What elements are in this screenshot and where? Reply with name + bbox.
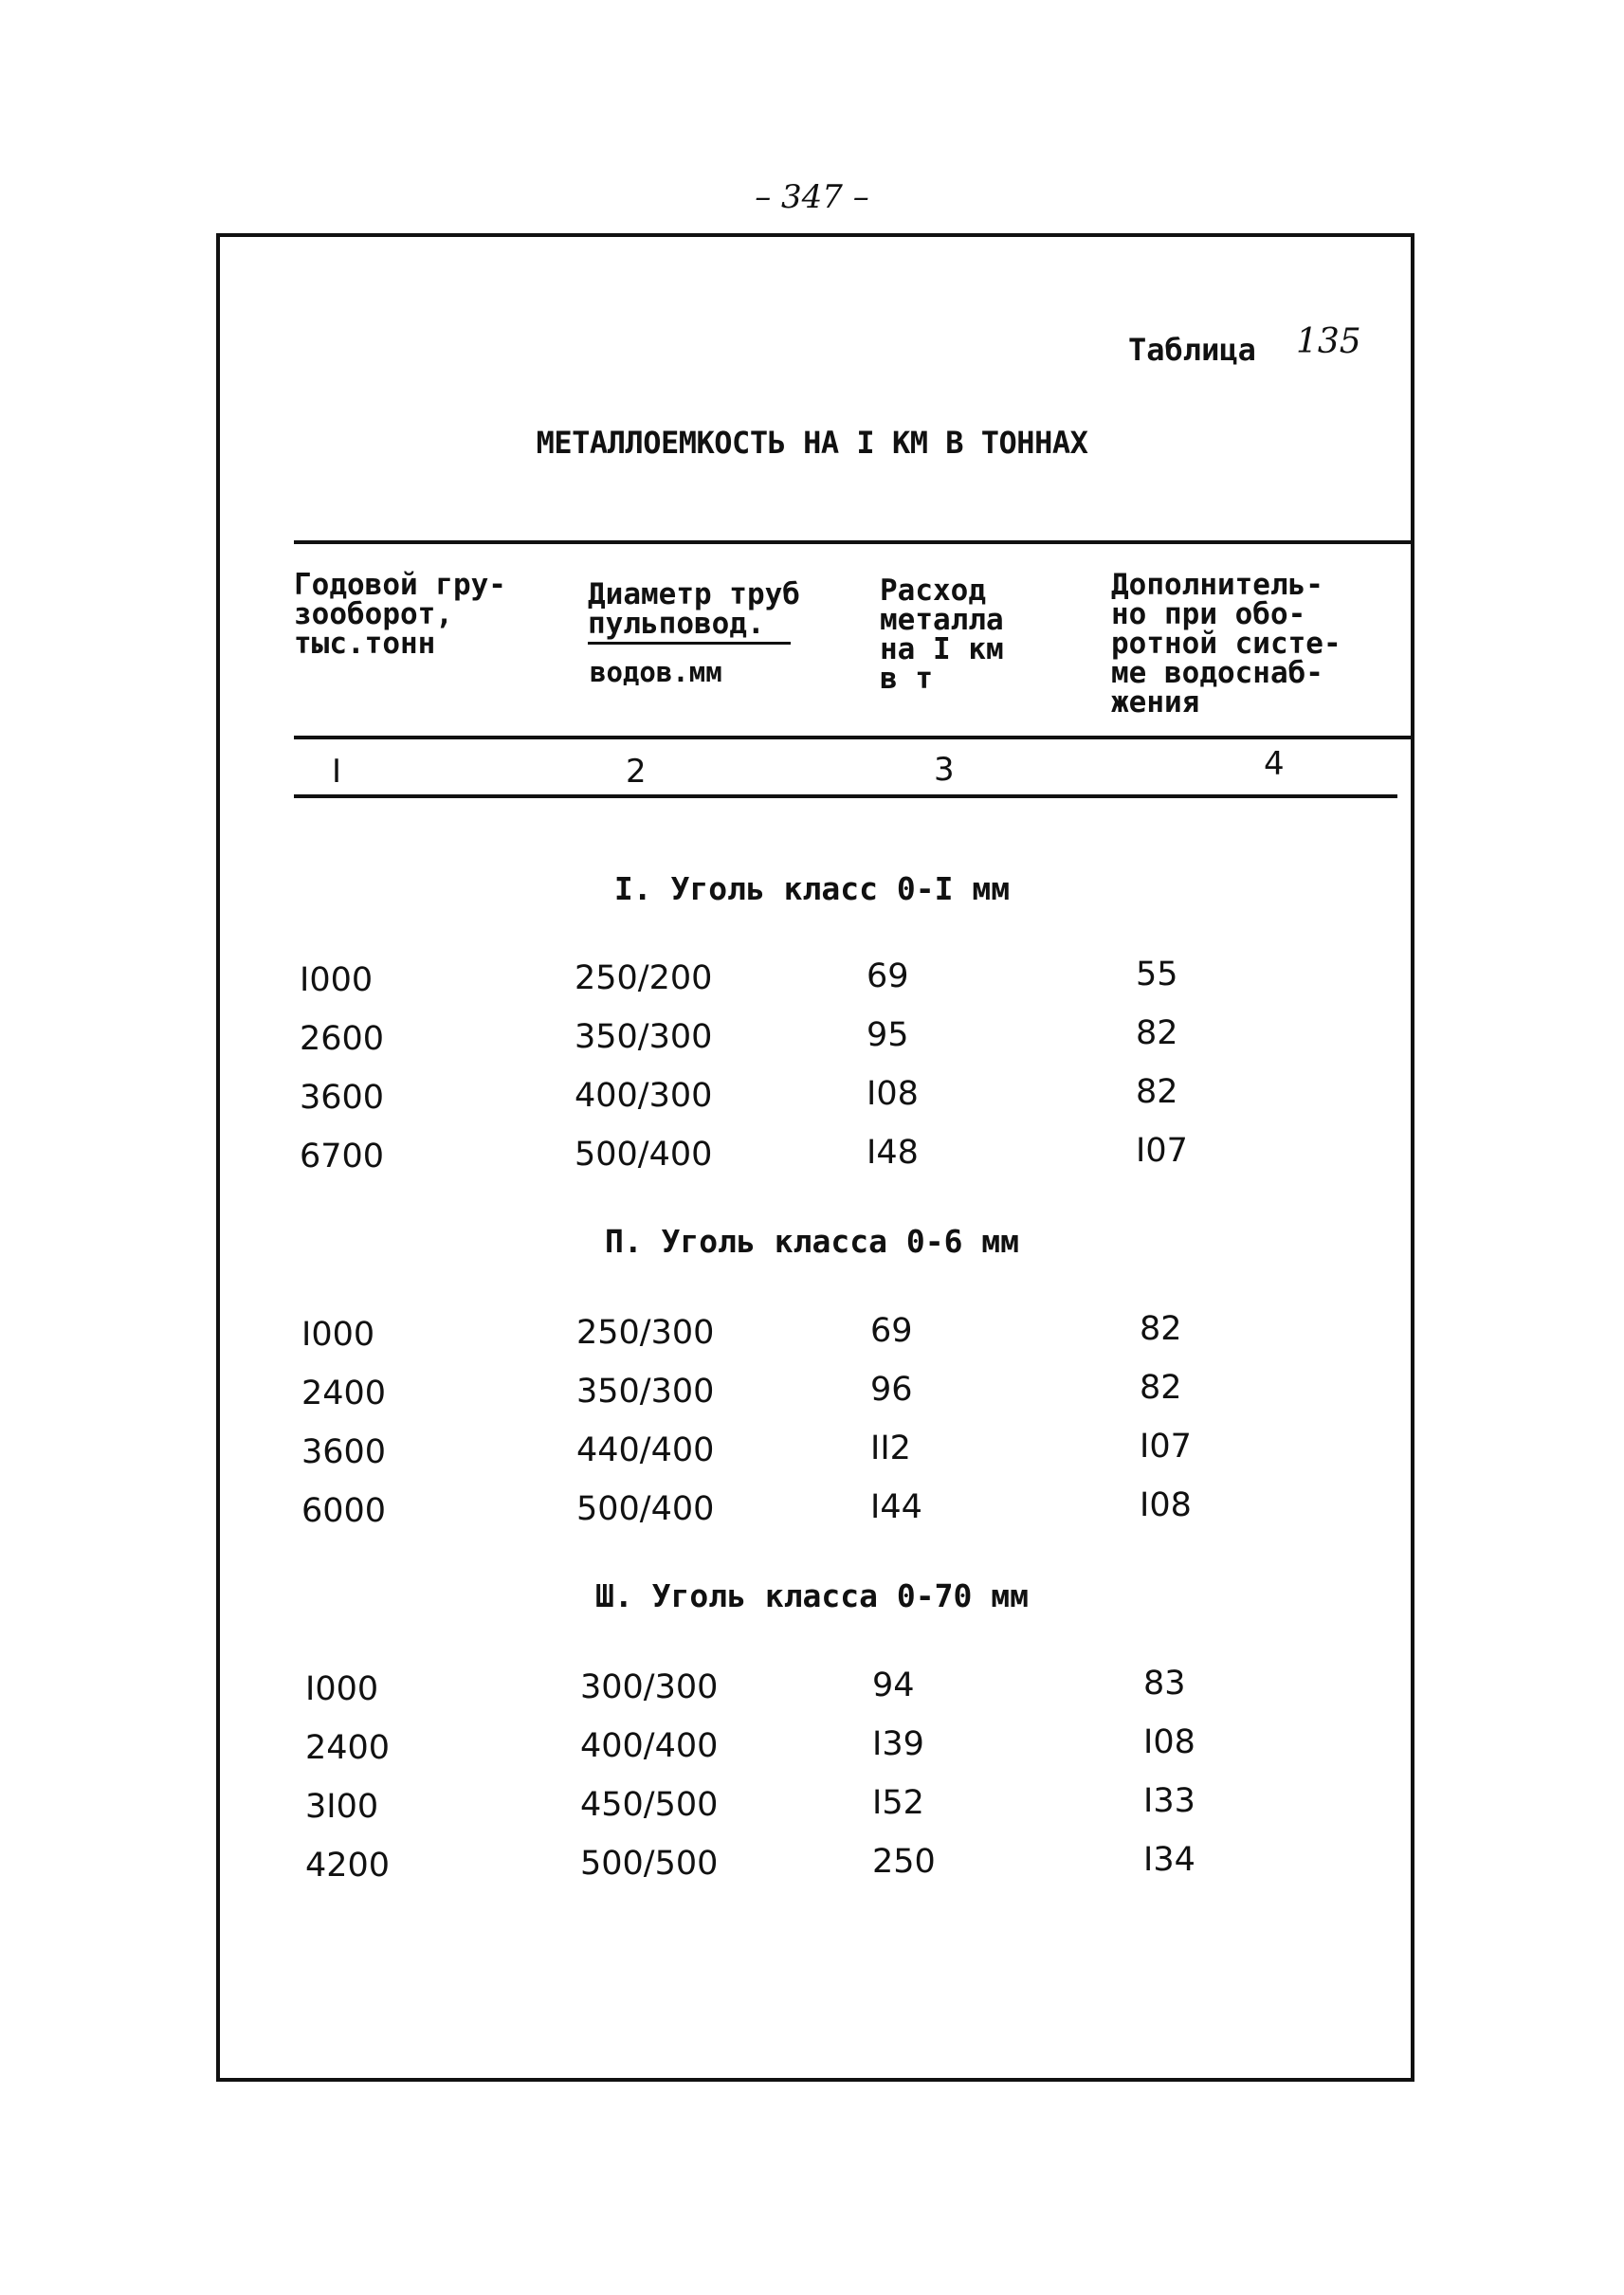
table-cell: 82 [1140,1369,1182,1407]
table-cell: 6700 [300,1138,385,1175]
header-additional-water: Дополнитель- но при обо- ротной систе- ме водоснаб- жения [1111,568,1341,719]
column-number-3: 3 [934,751,955,789]
table-cell: 440/400 [576,1431,715,1469]
header-metal-consumption: Расход металла на I км в т [880,574,1004,696]
table-cell: II2 [870,1430,911,1467]
table-cell: 83 [1143,1665,1186,1703]
table-cell: I08 [1140,1486,1192,1524]
table-cell: I33 [1143,1782,1195,1820]
table-cell: 500/500 [580,1845,719,1883]
table-cell: I44 [870,1488,922,1526]
table-cell: 69 [867,957,909,995]
table-cell: 82 [1136,1014,1178,1052]
column-number-1: I [332,753,342,791]
table-cell: 3600 [301,1433,387,1471]
table-cell: 400/300 [575,1077,713,1115]
page-frame [216,233,1414,2082]
table-cell: 95 [867,1016,909,1054]
table-cell: I07 [1136,1132,1188,1170]
table-cell: 4200 [305,1847,391,1885]
header-pipe-diameter-underline [588,642,791,645]
table-cell: 250 [872,1843,936,1881]
table-number: 135 [1296,322,1361,361]
table-cell: I000 [301,1316,375,1354]
column-number-2: 2 [626,753,647,791]
header-pipe-diameter-sub: водов.мм [590,656,722,688]
table-cell: 2400 [305,1729,391,1767]
table-cell: 2400 [301,1375,387,1412]
table-cell: 82 [1136,1073,1178,1111]
table-cell: I000 [305,1670,379,1708]
table-cell: 400/400 [580,1727,719,1765]
table-cell: 82 [1140,1310,1182,1348]
header-bottom-rule [294,736,1414,739]
header-annual-turnover: Годовой гру- зооборот, тыс.тонн [294,568,506,661]
section-title: I. Уголь класс 0-I мм [613,870,1011,907]
table-cell: 450/500 [580,1786,719,1824]
table-cell: 3600 [300,1079,385,1117]
table-cell: 96 [870,1371,913,1409]
table-label: Таблица [1128,332,1256,368]
column-number-4: 4 [1264,745,1285,783]
table-cell: 55 [1136,956,1178,993]
table-cell: I34 [1143,1841,1195,1879]
table-cell: 350/300 [576,1373,715,1411]
header-pipe-diameter: Диаметр труб пульповод. [588,577,800,641]
table-cell: I52 [872,1784,924,1822]
column-number-rule [294,794,1397,798]
table-cell: I48 [867,1134,919,1172]
table-cell: 250/300 [576,1314,715,1352]
table-cell: 350/300 [575,1018,713,1056]
section-title: П. Уголь класса 0-6 мм [604,1223,1020,1260]
table-cell: 500/400 [575,1136,713,1174]
table-title: МЕТАЛЛОЕМКОСТЬ НА I КМ В ТОННАХ [536,425,1088,461]
table-cell: I07 [1140,1428,1192,1466]
table-cell: I000 [300,961,374,999]
table-cell: I39 [872,1725,924,1763]
table-cell: I08 [867,1075,919,1113]
table-cell: 300/300 [580,1668,719,1706]
table-cell: 6000 [301,1492,387,1530]
table-cell: 250/200 [575,959,713,997]
table-cell: 500/400 [576,1490,715,1528]
page-number: – 347 – [755,178,869,216]
table-cell: 94 [872,1667,915,1704]
table-cell: 69 [870,1312,913,1350]
table-cell: I08 [1143,1723,1195,1761]
table-cell: 2600 [300,1020,385,1058]
table-cell: 3I00 [305,1788,379,1826]
section-title: Ш. Уголь класса 0-70 мм [595,1577,1029,1614]
header-top-rule [294,540,1414,544]
